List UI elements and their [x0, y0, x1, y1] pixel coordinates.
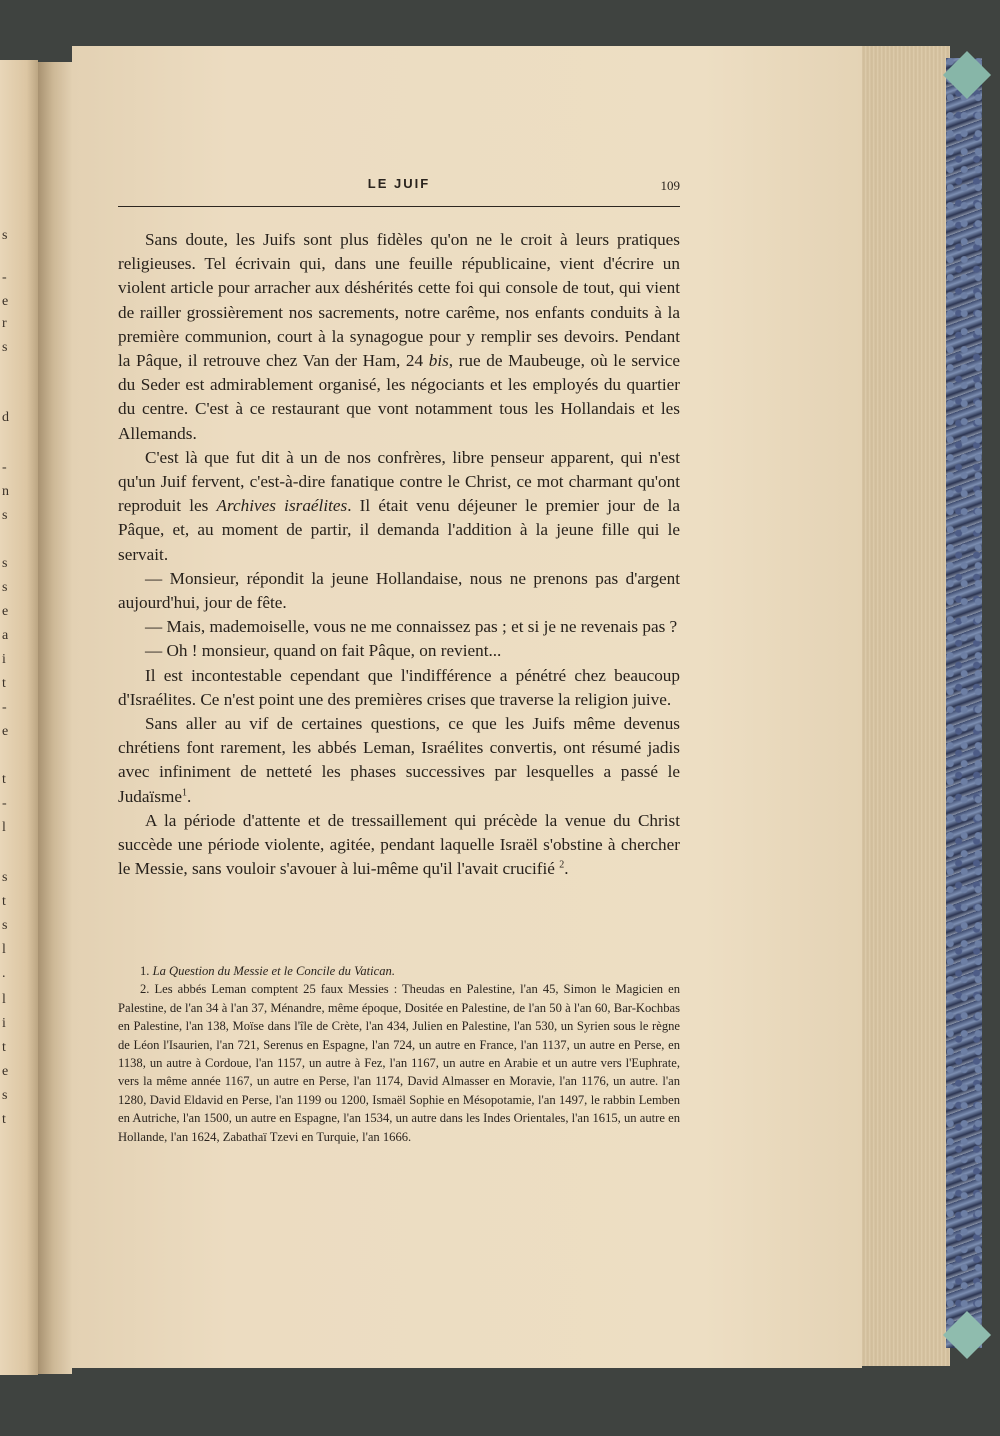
left-facing-page: [0, 60, 38, 1375]
paragraph: Il est incontestable cependant que l'indifférence a pénétré chez beaucoup d'Israélites. Ce n'est point une des premières crises que traverse la religion juive.: [118, 665, 680, 709]
left-page-fragment: a: [2, 628, 9, 643]
book-page: [72, 46, 862, 1368]
left-page-fragment: i: [2, 1016, 6, 1031]
left-page-fragment: n: [2, 484, 9, 499]
paragraph: C'est là que fut dit à un de nos confrères, libre penseur apparent, qui n'est qu'un Juif fervent, c'est-à-dire fanatique contre le Christ, ce mot charmant qu'ont reproduit les Archives israélites. Il était venu déjeuner le premier jour de la Pâque, et, au moment de partir, il demanda l'addition à la jeune fille qui le servait.: [118, 447, 680, 564]
left-page-fragment: l: [2, 942, 6, 957]
left-page-fragment: s: [2, 918, 8, 933]
left-page-fragment: -: [2, 460, 7, 475]
left-page-fragment: t: [2, 1040, 6, 1055]
left-page-fragment: s: [2, 870, 8, 885]
left-page-fragment: t: [2, 894, 6, 909]
left-page-fragment: l: [2, 992, 6, 1007]
paragraph: — Mais, mademoiselle, vous ne me connaissez pas ; et si je ne revenais pas ?: [145, 617, 678, 637]
running-title: LE JUIF: [367, 176, 431, 191]
left-page-fragment: t: [2, 1112, 6, 1127]
left-page-fragment: s: [2, 556, 8, 571]
page-number: 109: [660, 178, 680, 193]
left-page-fragment: e: [2, 604, 9, 619]
left-page-fragment: -: [2, 700, 7, 715]
running-head: [118, 176, 680, 207]
left-page-fragment: .: [2, 966, 6, 981]
left-page-fragment: s: [2, 580, 8, 595]
left-page-fragment: e: [2, 294, 9, 309]
left-page-fragment: s: [2, 508, 8, 523]
body-text: [118, 228, 680, 881]
footnote-ref: 1: [181, 786, 187, 798]
paragraph: A la période d'attente et de tressaillement qui précède la venue du Christ succède une période violente, agitée, pendant laquelle Israël s'obstine à chercher le Messie, sans vouloir s'avouer à lui-même qu'il l'avait crucifié $^2$.: [118, 810, 680, 879]
left-page-fragment: s: [2, 1088, 8, 1103]
left-page-fragment: -: [2, 270, 7, 285]
left-page-fragment: e: [2, 724, 9, 739]
page-edges: [858, 46, 950, 1366]
left-page-fragment: r: [2, 316, 7, 331]
left-page-fragment: s: [2, 228, 8, 243]
left-page-fragment: e: [2, 1064, 9, 1079]
paragraph: — Oh ! monsieur, quand on fait Pâque, on revient...: [145, 641, 502, 661]
left-page-fragment: s: [2, 340, 8, 355]
left-page-fragment: l: [2, 820, 6, 835]
book-gutter: [38, 62, 72, 1374]
footnote: 1. La Question du Messie et le Concile du Vatican.: [140, 964, 396, 978]
left-page-fragment: -: [2, 796, 7, 811]
left-page-fragment: t: [2, 676, 6, 691]
left-page-fragment: t: [2, 772, 6, 787]
left-page-fragment: i: [2, 652, 6, 667]
paragraph: Sans doute, les Juifs sont plus fidèles qu'on ne le croit à leurs pratiques religieuses. Tel écrivain qui, dans une feuille républicaine, vient d'écrire un violent article pour arracher aux déshérités cette foi qui console de tout, qui vient de railler grossièrement nos sacrements, notre carême, nos enfants conduits à la première communion, court à la synagogue pour y remplir ses devoirs. Pendant la Pâque, il retrouve chez Van der Ham, 24 bis, rue de Maubeuge, où le service du Seder est admirablement organisé, les négociants et les employés du quartier du centre. C'est à ce restaurant que vont notamment tous les Hollandais et les Allemands.: [118, 230, 680, 443]
left-page-fragment: d: [2, 410, 9, 425]
marbled-cover: [946, 58, 982, 1348]
paragraph: — Monsieur, répondit la jeune Hollandaise, nous ne prenons pas d'argent aujourd'hui, jour de fête.: [118, 568, 680, 613]
footnote: 2. Les abbés Leman comptent 25 faux Messies : Theudas en Palestine, l'an 45, Simon le Magicien en Palestine, de l'an 34 à l'an 37, Ménandre, même époque, Dositée en Palestine, de l'an 50 à l'an 60, Bar-Kochbas en Palestine, l'an 138, Moïse dans l'île de Crète, l'an 434, Julien en Palestine, l'an 530, un Syrien sous le règne de Léon l'Isaurien, l'an 721, Serenus en Espagne, l'an 724, un autre en France, l'an 1137, un autre en Perse, en 1138, un autre à Cordoue, l'an 1157, un autre à Fez, l'an 1167, un autre en Arabie et un autre vers l'Euphrate, vers la même année 1167, un autre en Perse, l'an 1174, David Almasser en Moravie, l'an 1176, un autre. l'an 1280, David Eldavid en Perse, l'an 1199 ou 1200, Ismaël Sophie en Mésopotamie, l'an 1497, le rabbin Lemben en Autriche, l'an 1500, un autre en Espagne, l'an 1534, un autre dans les Indes Orientales, l'an 1615, un autre en Hollande, l'an 1624, Zabathaï Tzevi en Turquie, l'an 1666.: [118, 982, 680, 1144]
paragraph: Sans aller au vif de certaines questions, ce que les Juifs même devenus chrétiens font rarement, les abbés Leman, Israélites convertis, ont résumé jadis avec infiniment de netteté les phases successives par lesquelles a passé le Judaïsme$^1$.: [118, 714, 680, 806]
footnote-ref: 2: [559, 859, 565, 871]
footnotes: [118, 962, 680, 1146]
